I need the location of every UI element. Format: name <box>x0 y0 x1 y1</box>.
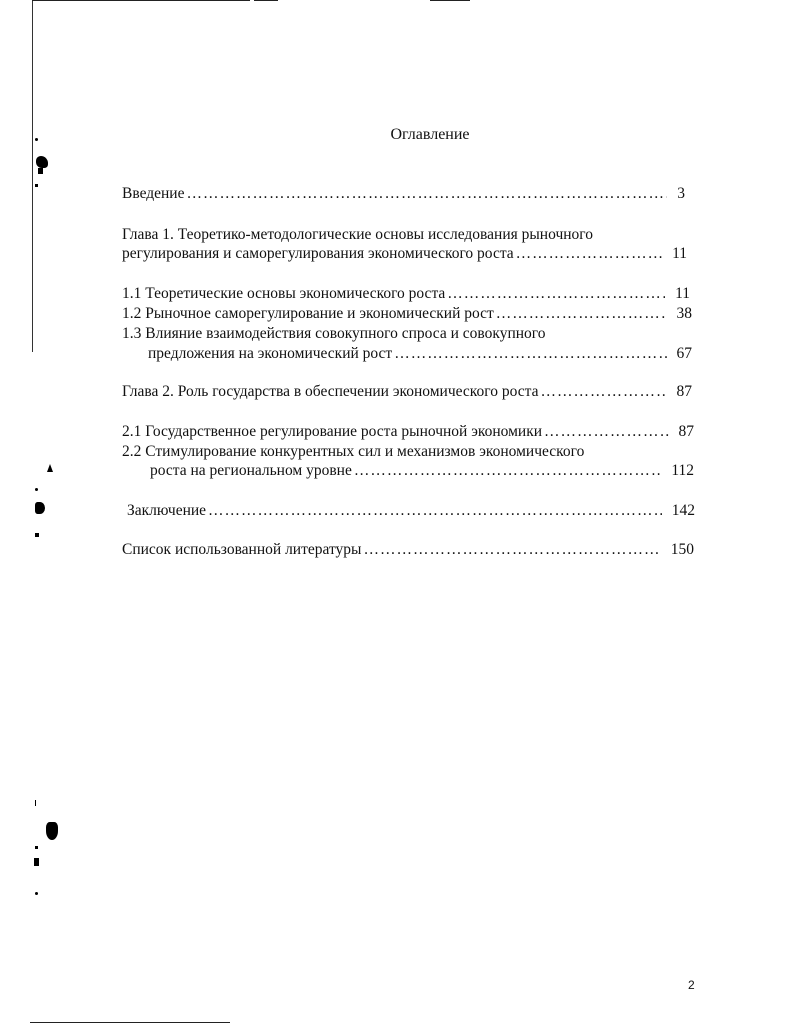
toc-page-number: 11 <box>675 285 690 302</box>
scan-speck <box>35 533 39 537</box>
toc-leader-dots <box>516 244 662 264</box>
toc-entry-text: предложения на экономический рост <box>148 345 393 362</box>
toc-page-number: 67 <box>676 345 692 362</box>
toc-leader-dots <box>363 540 660 560</box>
toc-page-number: 142 <box>671 502 695 519</box>
toc-section-2-2-line1: 2.2 Стимулирование конкурентных сил и механизмов экономического <box>122 443 585 460</box>
toc-page-number: 38 <box>676 305 692 322</box>
scan-speck <box>36 156 48 168</box>
scan-speck <box>35 846 38 849</box>
toc-entry-text: Заключение <box>127 502 207 519</box>
toc-entry-section-1-2 <box>122 304 692 324</box>
toc-chapter1-line1: Глава 1. Теоретико-методологические основы исследования рыночного <box>122 226 594 243</box>
toc-page-number: 87 <box>676 383 692 400</box>
toc-leader-dots <box>496 304 667 324</box>
toc-entry-intro <box>122 184 697 204</box>
scan-speck <box>34 858 39 866</box>
toc-entry-section-2-2 <box>150 461 694 481</box>
toc-page-number: 112 <box>671 462 694 479</box>
toc-entry-section-2-1 <box>122 422 694 442</box>
scan-speck <box>47 464 53 472</box>
scan-top-line <box>32 0 250 1</box>
scan-speck <box>38 168 43 174</box>
toc-leader-dots <box>544 422 668 442</box>
toc-entry-chapter2 <box>122 382 692 402</box>
toc-page-number: 87 <box>678 423 694 440</box>
toc-entry-text: Список использованной литературы <box>122 541 362 558</box>
toc-entry-text: регулирования и саморегулирования экономического роста <box>122 245 514 262</box>
page-number: 2 <box>688 978 695 992</box>
toc-leader-dots <box>540 382 666 402</box>
toc-leader-dots <box>354 461 661 481</box>
scan-speck <box>35 800 36 806</box>
toc-page-number: 3 <box>677 185 685 202</box>
scan-speck <box>35 184 38 187</box>
scan-speck <box>46 822 58 840</box>
toc-entry-text: Введение <box>122 185 185 202</box>
scan-edge-line <box>32 0 33 352</box>
toc-entry-text: 1.1 Теоретические основы экономического роста <box>122 285 446 302</box>
toc-entry-text: 2.1 Государственное регулирование роста рыночной экономики <box>122 423 543 440</box>
scan-top-line <box>254 0 278 1</box>
toc-page-number: 11 <box>672 245 687 262</box>
toc-entry-section-1-1 <box>122 284 690 304</box>
toc-entry-chapter1 <box>122 244 687 264</box>
toc-entry-section-1-3 <box>148 344 692 364</box>
scan-speck <box>35 892 38 895</box>
toc-page-number: 150 <box>670 541 694 558</box>
toc-entry-text: 1.2 Рыночное саморегулирование и экономический рост <box>122 305 494 322</box>
toc-entry-conclusion <box>127 501 695 521</box>
toc-leader-dots <box>447 284 665 304</box>
toc-entry-bibliography <box>122 540 694 560</box>
scan-bottom-line <box>30 1022 230 1023</box>
page-title: Оглавление <box>390 126 470 143</box>
toc-entry-text: Глава 2. Роль государства в обеспечении экономического роста <box>122 383 539 400</box>
scan-speck <box>35 502 45 514</box>
toc-leader-dots <box>208 501 662 521</box>
toc-leader-dots <box>186 184 667 204</box>
toc-leader-dots <box>394 344 666 364</box>
scan-speck <box>35 488 38 491</box>
scan-top-line <box>430 0 470 1</box>
toc-entry-text: роста на региональном уровне <box>150 462 352 479</box>
toc-section-1-3-line1: 1.3 Влияние взаимодействия совокупного спроса и совокупного <box>122 325 546 342</box>
